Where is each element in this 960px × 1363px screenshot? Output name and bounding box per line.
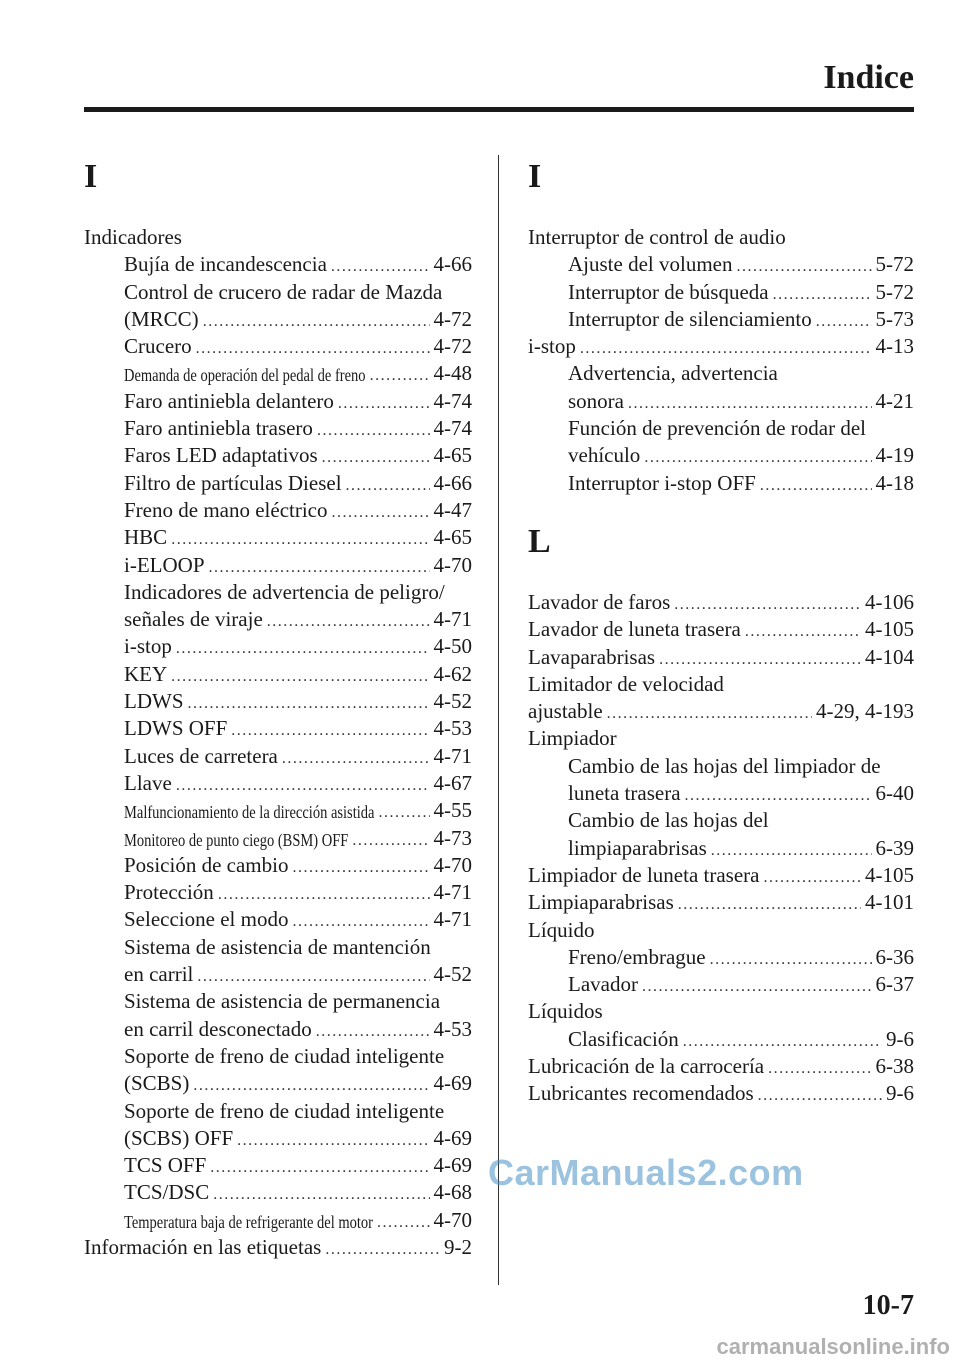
index-entry-label: ajustable	[528, 699, 603, 724]
index-entry	[84, 906, 472, 933]
index-entry-page: 6-40	[875, 781, 914, 806]
index-entry-label: Lavaparabrisas	[528, 644, 656, 669]
index-entry	[84, 333, 472, 360]
index-entry	[528, 671, 914, 698]
index-entry-label: Monitoreo de punto ciego (BSM) OFF	[124, 830, 349, 851]
index-entry-page: 4-65	[433, 525, 472, 550]
dot-leader	[292, 908, 429, 935]
index-entry	[528, 388, 914, 415]
index-entry-label: Interruptor de búsqueda	[568, 279, 769, 304]
index-entry	[84, 661, 472, 688]
index-entry	[84, 934, 472, 961]
index-entry-label: Función de prevención de rodar del	[568, 416, 866, 441]
index-entry	[84, 770, 472, 797]
index-entry-label: Cambio de las hojas del limpiador de	[568, 753, 881, 778]
index-entry-label: Clasificación	[568, 1026, 679, 1051]
index-entry-page: 4-70	[433, 552, 472, 577]
watermark-footer: carmanualsonline.info	[716, 1334, 950, 1359]
index-entry-label: Lavador de luneta trasera	[528, 617, 741, 642]
index-entry-label: KEY	[124, 661, 168, 686]
index-entry	[84, 988, 472, 1015]
index-entry-page: 4-72	[433, 306, 472, 331]
index-entry-page: 4-47	[433, 497, 472, 522]
index-entry-page: 4-67	[433, 770, 472, 795]
dot-leader	[768, 1055, 871, 1082]
index-entry	[528, 780, 914, 807]
index-entry-page: 6-36	[875, 944, 914, 969]
index-entry-label: TCS OFF	[124, 1153, 207, 1178]
index-entry-page: 6-37	[875, 972, 914, 997]
column-divider	[498, 155, 499, 1285]
section-spacer	[528, 577, 914, 589]
index-entry-page: 4-104	[865, 644, 914, 669]
watermark-logo: CarManuals2.com	[488, 1152, 804, 1193]
section-letter: I	[528, 158, 542, 195]
index-entry-label: Crucero	[124, 334, 192, 359]
page-number: 10-7	[862, 1290, 914, 1321]
index-entry	[84, 688, 472, 715]
index-entry-page: 4-18	[875, 470, 914, 495]
index-entry	[528, 644, 914, 671]
dot-leader	[176, 635, 430, 662]
index-entry-label: Lubricación de la carrocería	[528, 1054, 765, 1079]
index-entry	[84, 961, 472, 988]
index-entry	[84, 606, 472, 633]
dot-leader	[659, 646, 861, 673]
index-entry-label: Malfuncionamiento de la dirección asistida	[124, 803, 375, 824]
index-entry-label: (MRCC)	[124, 306, 199, 331]
index-entry-label: i-stop	[124, 634, 172, 659]
index-entry-label: Faro antiniebla delantero	[124, 388, 334, 413]
dot-leader	[773, 281, 872, 308]
index-entry-page: 5-72	[875, 252, 914, 277]
dot-leader	[378, 799, 429, 826]
index-entry-page: 4-50	[433, 634, 472, 659]
index-entry-label: Llave	[124, 770, 172, 795]
index-entry-label: Limitador de velocidad	[528, 671, 724, 696]
index-entry	[528, 589, 914, 616]
index-entry-label: LDWS	[124, 689, 184, 714]
index-entry-label: Interruptor de silenciamiento	[568, 306, 812, 331]
index-entry-label: Indicadores	[84, 225, 182, 249]
index-entry	[528, 998, 914, 1025]
dot-leader	[642, 973, 872, 1000]
index-entry-label: Lavador de faros	[528, 589, 671, 614]
dot-leader	[644, 444, 871, 471]
index-entry	[528, 1053, 914, 1080]
index-entry	[84, 715, 472, 742]
index-entry-label: limpiaparabrisas	[568, 835, 707, 860]
index-entry-label: en carril desconectado	[124, 1016, 312, 1041]
index-entry-label: Líquidos	[528, 999, 603, 1024]
index-entry	[84, 224, 472, 251]
index-entry-page: 4-71	[433, 743, 472, 768]
dot-leader	[317, 417, 430, 444]
index-entry-label: Sistema de asistencia de permanencia	[124, 989, 441, 1014]
index-entry-page: 5-72	[875, 279, 914, 304]
index-entry-page: 4-71	[433, 607, 472, 632]
section-spacer	[528, 497, 914, 519]
index-entry-label: Cambio de las hojas del	[568, 808, 769, 833]
index-entry-label: Ajuste del volumen	[568, 252, 733, 277]
index-entry-label: Soporte de freno de ciudad inteligente	[124, 1098, 445, 1123]
dot-leader	[760, 472, 872, 499]
dot-leader	[678, 891, 861, 918]
dot-leader	[580, 335, 872, 362]
index-entry-label: señales de viraje	[124, 607, 263, 632]
index-entry	[84, 1070, 472, 1097]
dot-leader	[607, 700, 812, 727]
index-entry-label: Sistema de asistencia de mantención	[124, 934, 431, 959]
index-entry-page: 4-13	[875, 334, 914, 359]
index-entry	[528, 862, 914, 889]
index-entry-page: 4-72	[433, 334, 472, 359]
section-spacer	[84, 212, 472, 224]
index-entry-page: 4-52	[433, 962, 472, 987]
dot-leader	[332, 499, 430, 526]
index-entry	[84, 797, 472, 824]
index-entry	[84, 1125, 472, 1152]
index-entry-label: Indicadores de advertencia de peligro/	[124, 579, 445, 604]
index-entry	[528, 807, 914, 834]
index-entry-label: Luces de carretera	[124, 743, 278, 768]
index-entry	[528, 415, 914, 442]
index-entry-page: 4-21	[875, 388, 914, 413]
index-entry	[84, 633, 472, 660]
index-entry-label: Temperatura baja de refrigerante del motor	[124, 1212, 373, 1233]
index-entry-label: Soporte de freno de ciudad inteligente	[124, 1043, 445, 1068]
index-entry	[528, 306, 914, 333]
index-entry-label: Advertencia, advertencia	[568, 361, 778, 386]
index-entry-label: LDWS OFF	[124, 716, 228, 741]
index-entry-label: Control de crucero de radar de Mazda	[124, 279, 443, 304]
index-entry-label: Bujía de incandescencia	[124, 252, 327, 277]
index-entry	[528, 360, 914, 387]
index-entry-page: 4-105	[865, 862, 914, 887]
index-entry	[528, 753, 914, 780]
dot-leader	[816, 308, 872, 335]
index-entry	[84, 743, 472, 770]
index-entry	[528, 725, 914, 752]
dot-leader	[338, 390, 430, 417]
index-entry	[84, 1152, 472, 1179]
dot-leader	[346, 472, 430, 499]
index-entry-label: sonora	[568, 388, 624, 413]
dot-leader	[171, 526, 429, 553]
dot-leader	[736, 253, 871, 280]
index-entry-page: 4-74	[433, 416, 472, 441]
dot-leader	[196, 335, 430, 362]
header-rule	[84, 107, 914, 112]
index-entry-page: 4-69	[433, 1125, 472, 1150]
index-entry	[528, 224, 914, 251]
dot-leader	[237, 1127, 429, 1154]
index-entry-label: Limpiador de luneta trasera	[528, 862, 760, 887]
index-entry-page: 4-65	[433, 443, 472, 468]
dot-leader	[685, 782, 872, 809]
page-header-title: Indice	[823, 59, 914, 96]
index-entry-page: 9-2	[444, 1234, 472, 1259]
dot-leader	[674, 591, 861, 618]
index-entry-page: 4-29, 4-193	[816, 699, 914, 724]
section-letter: I	[84, 158, 98, 195]
index-entry-page: 5-73	[875, 306, 914, 331]
index-entry-page: 4-71	[433, 880, 472, 905]
index-entry	[84, 1098, 472, 1125]
dot-leader	[377, 1209, 430, 1236]
index-entry-label: TCS/DSC	[124, 1180, 210, 1205]
index-column-left	[84, 154, 472, 1261]
dot-leader	[171, 663, 429, 690]
index-entry	[84, 251, 472, 278]
index-entry-page: 4-106	[865, 589, 914, 614]
index-entry-label: Faros LED adaptativos	[124, 443, 318, 468]
index-entry	[528, 835, 914, 862]
dot-leader	[758, 1082, 882, 1109]
index-entry	[84, 442, 472, 469]
index-entry-page: 4-70	[433, 1207, 472, 1232]
index-entry-list	[84, 224, 472, 1261]
index-entry-label: Demanda de operación del pedal de freno	[124, 366, 366, 387]
dot-leader	[188, 690, 430, 717]
index-entry-page: 4-52	[433, 689, 472, 714]
index-entry-label: Freno de mano eléctrico	[124, 497, 328, 522]
dot-leader	[763, 864, 861, 891]
index-entry	[84, 552, 472, 579]
index-entry	[84, 360, 472, 387]
index-entry	[528, 971, 914, 998]
section-spacer	[528, 212, 914, 224]
index-entry	[528, 944, 914, 971]
index-entry-label: Posición de cambio	[124, 852, 289, 877]
index-entry	[84, 415, 472, 442]
index-entry	[528, 279, 914, 306]
index-entry-list	[528, 224, 914, 497]
dot-leader	[203, 308, 430, 335]
dot-leader	[745, 618, 861, 645]
index-entry	[528, 698, 914, 725]
dot-leader	[176, 772, 430, 799]
index-entry	[84, 1043, 472, 1070]
dot-leader	[193, 1072, 429, 1099]
dot-leader	[209, 554, 430, 581]
dot-leader	[218, 881, 430, 908]
index-entry-label: i-ELOOP	[124, 552, 205, 577]
index-entry-label: Freno/embrague	[568, 944, 706, 969]
index-entry-page: 4-19	[875, 443, 914, 468]
index-entry-page: 6-38	[875, 1054, 914, 1079]
index-entry	[84, 1207, 472, 1234]
index-entry	[84, 497, 472, 524]
index-entry-label: Líquido	[528, 917, 595, 942]
index-entry-label: (SCBS) OFF	[124, 1125, 234, 1150]
dot-leader	[370, 362, 430, 389]
dot-leader	[628, 390, 872, 417]
dot-leader	[322, 444, 430, 471]
index-entry-page: 6-39	[875, 835, 914, 860]
dot-leader	[210, 1154, 429, 1181]
index-entry	[84, 825, 472, 852]
dot-leader	[316, 1018, 430, 1045]
index-entry-page: 4-62	[433, 661, 472, 686]
index-entry-page: 9-6	[886, 1081, 914, 1106]
index-entry	[84, 579, 472, 606]
dot-leader	[197, 963, 429, 990]
index-entry-page: 4-71	[433, 907, 472, 932]
index-entry	[528, 333, 914, 360]
index-entry	[528, 442, 914, 469]
index-entry	[84, 1179, 472, 1206]
index-entry-page: 4-55	[433, 798, 472, 823]
index-entry	[528, 616, 914, 643]
index-entry-label: Filtro de partículas Diesel	[124, 470, 342, 495]
section-letter: L	[528, 522, 551, 560]
index-entry-label: HBC	[124, 525, 168, 550]
index-entry-label: i-stop	[528, 334, 576, 359]
index-entry	[528, 251, 914, 278]
index-entry-label: Interruptor de control de audio	[528, 225, 786, 249]
index-entry	[528, 1080, 914, 1107]
index-entry-label: Lubricantes recomendados	[528, 1081, 754, 1106]
index-entry	[84, 306, 472, 333]
index-entry	[84, 470, 472, 497]
index-entry-page: 4-105	[865, 617, 914, 642]
index-entry-page: 9-6	[886, 1026, 914, 1051]
index-entry-page: 4-48	[433, 361, 472, 386]
dot-leader	[282, 745, 430, 772]
index-entry-page: 4-68	[433, 1180, 472, 1205]
index-entry-page: 4-74	[433, 388, 472, 413]
index-entry-label: en carril	[124, 962, 194, 987]
index-entry	[528, 1026, 914, 1053]
index-entry	[84, 524, 472, 551]
index-entry-label: vehículo	[568, 443, 641, 468]
index-entry-label: Seleccione el modo	[124, 907, 289, 932]
dot-leader	[267, 608, 430, 635]
index-entry	[84, 879, 472, 906]
index-entry-label: Faro antiniebla trasero	[124, 416, 313, 441]
index-column-right	[528, 154, 914, 1108]
index-entry-label: (SCBS)	[124, 1071, 190, 1096]
index-entry-page: 4-66	[433, 252, 472, 277]
dot-leader	[231, 717, 429, 744]
index-entry-page: 4-53	[433, 1016, 472, 1041]
index-entry-label: Lavador	[568, 972, 638, 997]
index-entry	[528, 470, 914, 497]
index-entry-page: 4-70	[433, 852, 472, 877]
index-entry-label: Limpiaparabrisas	[528, 890, 674, 915]
index-entry	[528, 917, 914, 944]
index-entry-page: 4-101	[865, 890, 914, 915]
dot-leader	[683, 1028, 882, 1055]
index-entry-label: Protección	[124, 880, 214, 905]
index-entry-page: 4-69	[433, 1153, 472, 1178]
index-entry	[84, 1016, 472, 1043]
index-entry	[84, 279, 472, 306]
index-entry-label: luneta trasera	[568, 781, 681, 806]
index-entry-list	[528, 589, 914, 1108]
index-entry-label: Información en las etiquetas	[84, 1234, 322, 1259]
index-entry	[528, 889, 914, 916]
dot-leader	[331, 253, 430, 280]
index-entry-page: 4-73	[433, 825, 472, 850]
index-entry-page: 4-53	[433, 716, 472, 741]
index-entry-page: 4-69	[433, 1071, 472, 1096]
index-entry-page: 4-66	[433, 470, 472, 495]
dot-leader	[213, 1181, 429, 1208]
index-entry-label: Interruptor i-stop OFF	[568, 470, 756, 495]
dot-leader	[710, 946, 872, 973]
dot-leader	[711, 837, 872, 864]
index-entry-label: Limpiador	[528, 726, 617, 751]
